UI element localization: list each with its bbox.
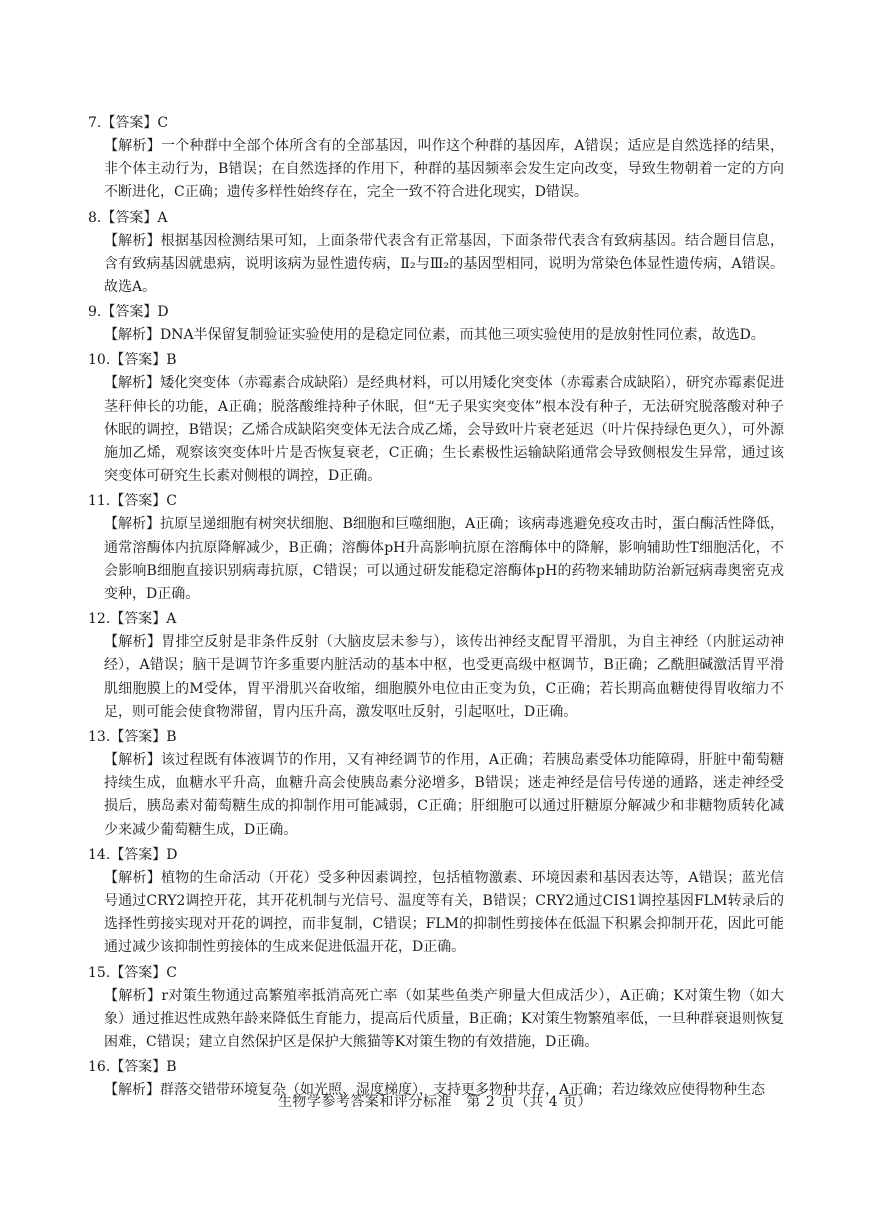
answer-label: 8.【答案】A <box>88 209 168 226</box>
analysis-text: 【解析】抗原呈递细胞有树突状细胞、B细胞和巨噬细胞，A正确；该病毒逃避免疫攻击时，蛋白酶活性降低，通常溶酶体内抗原降解减少，B正确；溶酶体pH升高影响抗原在溶酶体中的降解，影响辅助性T细胞活化，不会影响B细胞直接识别病毒抗原，C错误；可以通过研发能稳定溶酶体pH的药物来辅助防治新冠病毒奥密克戎变种，D正确。 <box>104 516 784 603</box>
analysis-text: 【解析】矮化突变体（赤霉素合成缺陷）是经典材料，可以用矮化突变体（赤霉素合成缺陷），研究赤霉素促进茎秆伸长的功能，A正确；脱落酸维持种子休眠，但“无子果实突变体”根本没有种子，无法研究脱落酸对种子休眠的调控，B错误；乙烯合成缺陷突变体无法合成乙烯，会导致叶片衰老延迟（叶片保持绿色更久），可外源施加乙烯，观察该突变体叶片是否恢复衰老，C正确；生长素极性运输缺陷通常会导致侧根发生异常，通过该突变体可研究生长素对侧根的调控，D正确。 <box>104 375 784 485</box>
answer-item-11 <box>90 489 784 606</box>
answer-item-12 <box>90 607 784 724</box>
answer-label: 11.【答案】C <box>88 493 177 510</box>
page-footer: 生物学参考答案和评分标准 第 2 页（共 4 页） <box>277 1094 593 1110</box>
answer-label: 16.【答案】B <box>88 1059 177 1076</box>
analysis-text: 【解析】一个种群中全部个体所含有的全部基因，叫作这个种群的基因库，A错误；适应是自然选择的结果，非个体主动行为，B错误；在自然选择的作用下，种群的基因频率会发生定向改变，导致生物朝着一定的方向不断进化，C正确；遗传多样性始终存在，完全一致不符合进化现实，D错误。 <box>104 138 784 201</box>
analysis-text: 【解析】群落交错带环境复杂（如光照、湿度梯度），支持更多物种共存，A正确；若边缘效应使得物种生态 <box>104 1082 766 1099</box>
answer-label: 7.【答案】C <box>88 115 169 131</box>
answer-item-9 <box>90 300 784 347</box>
answer-label: 12.【答案】A <box>88 611 177 628</box>
analysis-text: 【解析】根据基因检测结果可知，上面条带代表含有正常基因，下面条带代表含有致病基因。结合题目信息，含有致病基因就患病，说明该病为显性遗传病，Ⅱ₂与Ⅲ₂的基因型相同，说明为常染色体显性遗传病，A错误。故选A。 <box>104 232 784 296</box>
answer-list <box>90 111 784 1104</box>
answer-item-8 <box>90 206 784 300</box>
answer-label: 15.【答案】C <box>88 964 177 981</box>
analysis-text: 【解析】胃排空反射是非条件反射（大脑皮层未参与），该传出神经支配胃平滑肌，为自主神经（内脏运动神经），A错误；脑干是调节许多重要内脏活动的基本中枢，也受更高级中枢调节，B正确；乙酰胆碱激活胃平滑肌细胞膜上的M受体，胃平滑肌兴奋收缩，细胞膜外电位由正变为负，C正确；若长期高血糖使得胃收缩力不足，则可能会使食物滞留，胃内压升高，激发呕吐反射，引起呕吐，D正确。 <box>104 634 784 720</box>
analysis-text: 【解析】r对策生物通过高繁殖率抵消高死亡率（如某些鱼类产卵量大但成活少），A正确；K对策生物（如大象）通过推迟性成熟年龄来降低生育能力，提高后代质量，B正确；K对策生物繁殖率低，一旦种群衰退则恢复困难，C错误；建立自然保护区是保护大熊猫等K对策生物的有效措施，D正确。 <box>104 987 784 1051</box>
answer-item-15 <box>90 961 784 1055</box>
answer-item-13 <box>90 725 784 842</box>
answer-label: 10.【答案】B <box>88 352 177 369</box>
answer-item-7 <box>90 111 784 205</box>
answer-label: 9.【答案】D <box>88 304 169 321</box>
analysis-text: 【解析】DNA半保留复制验证实验使用的是稳定同位素，而其他三项实验使用的是放射性同位素，故选D。 <box>104 327 765 344</box>
answer-item-10 <box>90 348 784 488</box>
analysis-text: 【解析】植物的生命活动（开花）受多种因素调控，包括植物激素、环境因素和基因表达等，A错误；蓝光信号通过CRY2调控开花，其开花机制与光信号、温度等有关，B错误；CRY2通过CIS1调控基因FLM转录后的选择性剪接实现对开花的调控，而非复制，C错误；FLM的抑制性剪接体在低温下积累会抑制开花，因此可能通过减少该抑制性剪接体的生成来促进低温开花，D正确。 <box>104 869 784 956</box>
answer-item-14 <box>90 843 784 960</box>
answer-label: 13.【答案】B <box>88 729 177 746</box>
analysis-text: 【解析】该过程既有体液调节的作用，又有神经调节的作用，A正确；若胰岛素受体功能障碍，肝脏中葡萄糖持续生成，血糖水平升高，血糖升高会使胰岛素分泌增多，B错误；迷走神经是信号传递的通路，迷走神经受损后，胰岛素对葡萄糖生成的抑制作用可能减弱，C正确；肝细胞可以通过肝糖原分解减少和非糖物质转化减少来减少葡萄糖生成，D正确。 <box>104 752 784 838</box>
answer-label: 14.【答案】D <box>88 846 178 863</box>
